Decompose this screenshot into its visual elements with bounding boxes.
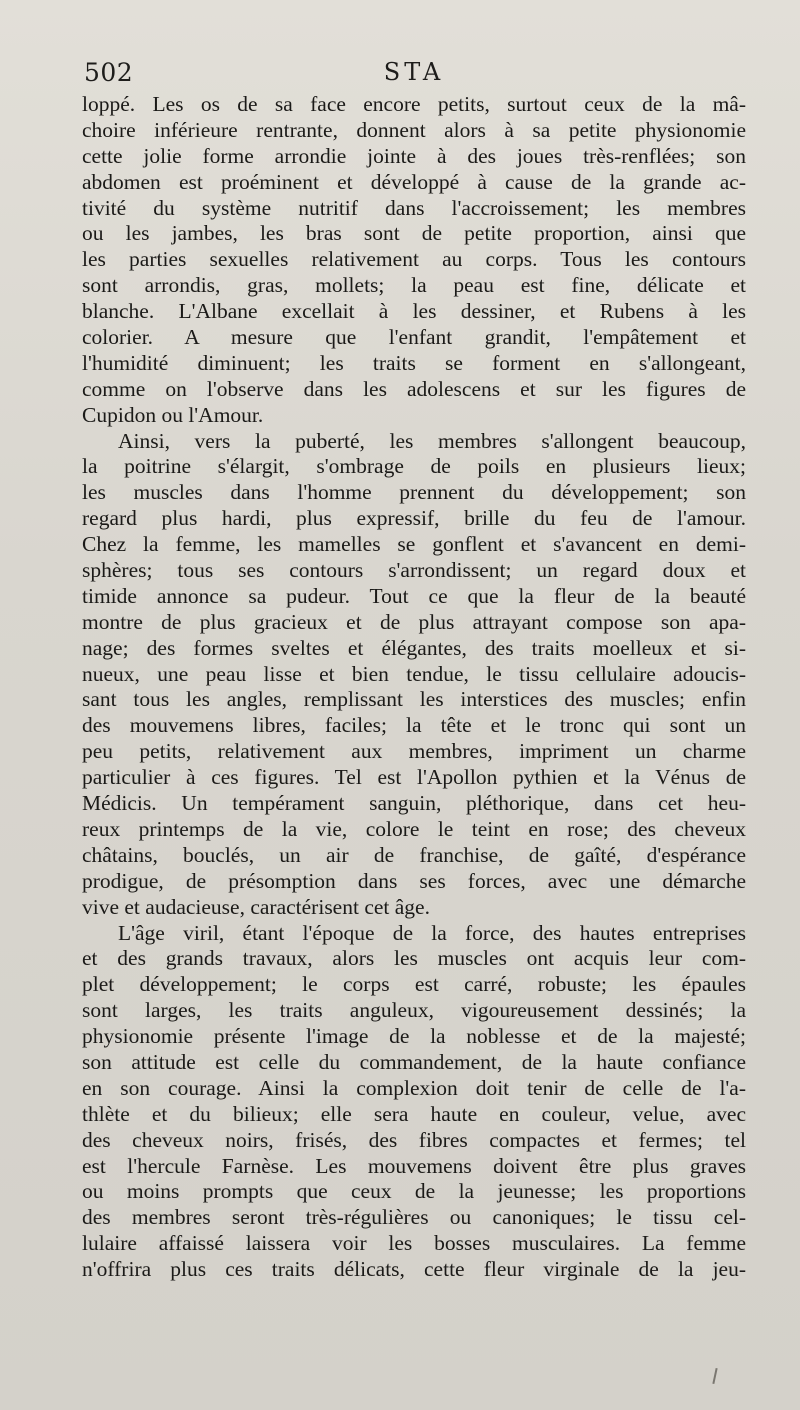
text-line: l'humidité diminuent; les traits se forment en s'allongeant,: [82, 350, 746, 375]
text-line: des membres seront très-régulières ou canoniques; le tissu cel-: [82, 1205, 746, 1230]
text-line: les muscles dans l'homme prennent du développement; son: [82, 480, 746, 505]
text-line: sphères; tous ses contours s'arrondissent; un regard doux et: [82, 558, 746, 583]
text-line: la poitrine s'élargit, s'ombrage de poils en plusieurs lieux;: [82, 454, 746, 479]
text-line: les parties sexuelles relativement au corps. Tous les contours: [82, 247, 746, 272]
text-line: sont arrondis, gras, mollets; la peau est fine, délicate et: [82, 273, 746, 298]
text-line: peu petits, relativement aux membres, impriment un charme: [82, 739, 746, 764]
text-line: son attitude est celle du commandement, de la haute confiance: [82, 1049, 746, 1074]
text-line: et des grands travaux, alors les muscles ont acquis leur com-: [82, 946, 746, 971]
body-text: [82, 92, 746, 1283]
text-line: montre de plus gracieux et de plus attrayant compose son apa-: [82, 609, 746, 634]
text-line: sant tous les angles, remplissant les interstices des muscles; enfin: [82, 687, 746, 712]
text-line: prodigue, de présomption dans ses forces, avec une démarche: [82, 868, 746, 893]
text-line: physionomie présente l'image de la noblesse et de la majesté;: [82, 1024, 746, 1049]
text-line: des cheveux noirs, frisés, des fibres compactes et fermes; tel: [82, 1127, 746, 1152]
text-line: colorier. A mesure que l'enfant grandit, l'empâtement et: [82, 325, 746, 350]
text-line: sont larges, les traits anguleux, vigoureusement dessinés; la: [82, 998, 746, 1023]
text-line: ou moins prompts que ceux de la jeunesse; les proportions: [82, 1179, 746, 1204]
text-line: nage; des formes sveltes et élégantes, des traits moelleux et si-: [82, 635, 746, 660]
text-line: timide annonce sa pudeur. Tout ce que la fleur de la beauté: [82, 583, 746, 608]
text-line: nueux, une peau lisse et bien tendue, le tissu cellulaire adoucis-: [82, 661, 746, 686]
text-line: abdomen est proéminent et développé à cause de la grande ac-: [82, 169, 746, 194]
text-line: reux printemps de la vie, colore le teint en rose; des cheveux: [82, 816, 746, 841]
text-line: lulaire affaissé laissera voir les bosses musculaires. La femme: [82, 1231, 746, 1256]
running-head: [84, 58, 744, 94]
paragraph-end-line: Cupidon ou l'Amour.: [82, 402, 264, 427]
text-line: comme on l'observe dans les adolescens et sur les figures de: [82, 376, 746, 401]
text-line: tivité du système nutritif dans l'accroissement; les membres: [82, 195, 746, 220]
text-line: choire inférieure rentrante, donnent alors à sa petite physionomie: [82, 117, 746, 142]
text-line: cette jolie forme arrondie jointe à des joues très-renflées; son: [82, 143, 746, 168]
text-line: des mouvemens libres, faciles; la tête et le tronc qui sont un: [82, 713, 746, 738]
page-number: 502: [84, 58, 134, 87]
text-line: ou les jambes, les bras sont de petite proportion, ainsi que: [82, 221, 746, 246]
running-head-title: STA: [383, 58, 445, 86]
text-line: particulier à ces figures. Tel est l'Apollon pythien et la Vénus de: [82, 765, 746, 790]
text-line: thlète et du bilieux; elle sera haute en couleur, velue, avec: [82, 1101, 746, 1126]
text-line: Chez la femme, les mamelles se gonflent et s'avancent en demi-: [82, 532, 746, 557]
text-line: en son courage. Ainsi la complexion doit tenir de celle de l'a-: [82, 1075, 746, 1100]
paragraph-end-line: vive et audacieuse, caractérisent cet âge.: [82, 894, 430, 919]
text-line: est l'hercule Farnèse. Les mouvemens doivent être plus graves: [82, 1153, 746, 1178]
text-line: châtains, bouclés, un air de franchise, de gaîté, d'espérance: [82, 842, 746, 867]
text-line: n'offrira plus ces traits délicats, cette fleur virginale de la jeu-: [82, 1257, 746, 1282]
text-line: blanche. L'Albane excellait à les dessiner, et Rubens à les: [82, 299, 746, 324]
text-line: regard plus hardi, plus expressif, brille du feu de l'amour.: [82, 506, 746, 531]
text-line: loppé. Les os de sa face encore petits, surtout ceux de la mâ-: [82, 92, 746, 116]
text-line: plet développement; le corps est carré, robuste; les épaules: [82, 972, 746, 997]
text-line: Médicis. Un tempérament sanguin, pléthorique, dans cet heu-: [82, 791, 746, 816]
paragraph-start-line: Ainsi, vers la puberté, les membres s'allongent beaucoup,: [118, 428, 746, 453]
paragraph-start-line: L'âge viril, étant l'époque de la force, des hautes entreprises: [118, 920, 746, 945]
stray-ink-mark: [712, 1368, 717, 1384]
